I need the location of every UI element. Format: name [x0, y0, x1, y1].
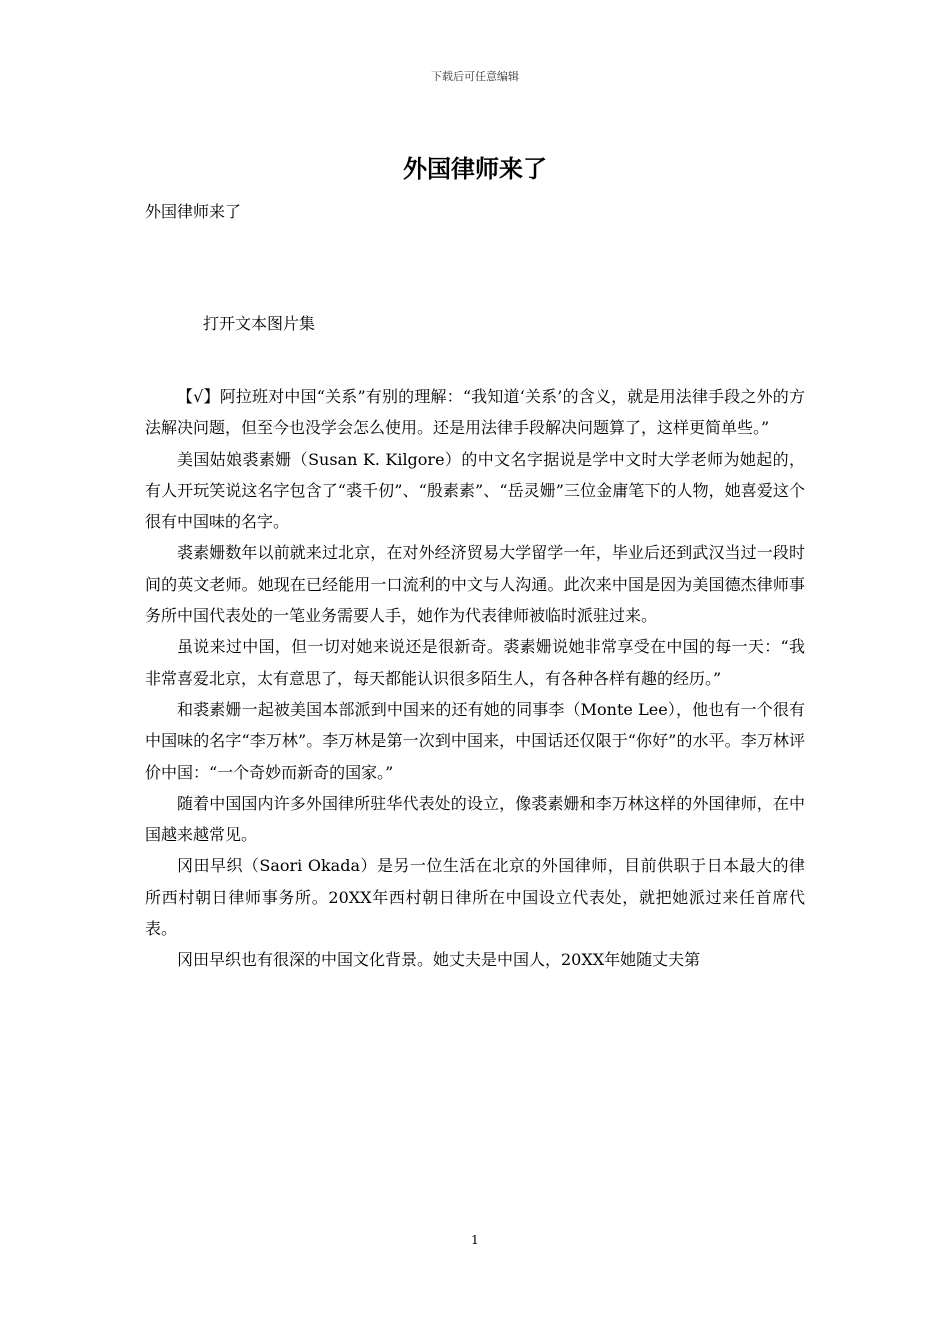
paragraph: 和裘素姗一起被美国本部派到中国来的还有她的同事李（Monte Lee），他也有一个很有中国味的名字“李万林”。李万林是第一次到中国来，中国话还仅限于“你好”的水平。李万林评价中国：“一个奇妙而新奇的国家。” — [145, 699, 805, 782]
paragraph: 冈田早织（Saori Okada）是另一位生活在北京的外国律师，目前供职于日本最大的律所西村朝日律师事务所。20XX年西村朝日律所在中国设立代表处，就把她派过来任首席代表。 — [145, 856, 805, 939]
paragraph: 美国姑娘裘素姗（Susan K. Kilgore）的中文名字据说是学中文时大学老师为她起的，有人开玩笑说这名字包含了“裘千仞”、“殷素素”、“岳灵姗”三位金庸笔下的人物，她喜爱这个很有中国味的名字。 — [145, 449, 805, 532]
paragraph: 随着中国国内许多外国律所驻华代表处的设立，像裘素姗和李万林这样的外国律师，在中国越来越常见。 — [145, 793, 805, 845]
page-header-note: 下载后可任意编辑 — [431, 70, 519, 83]
paragraph: 【√】阿拉班对中国“关系”有别的理解：“我知道‘关系’的含义，就是用法律手段之外的方法解决问题，但至今也没学会怎么使用。还是用法律手段解决问题算了，这样更简单些。” — [145, 387, 805, 438]
page-number: 1 — [471, 1233, 479, 1247]
paragraph: 冈田早织也有很深的中国文化背景。她丈夫是中国人，20XX年她随丈夫第 — [177, 950, 701, 970]
paragraph: 裘素姗数年以前就来过北京，在对外经济贸易大学留学一年，毕业后还到武汉当过一段时间的英文老师。她现在已经能用一口流利的中文与人沟通。此次来中国是因为美国德杰律师事务所中国代表处的一笔业务需要人手，她作为代表律师被临时派驻过来。 — [145, 543, 805, 626]
paragraph: 虽说来过中国，但一切对她来说还是很新奇。裘素姗说她非常享受在中国的每一天：“我非常喜爱北京，太有意思了，每天都能认识很多陌生人，有各种各样有趣的经历。” — [145, 637, 805, 688]
document-subtitle: 外国律师来了 — [145, 202, 242, 221]
document-title: 外国律师来了 — [403, 155, 547, 183]
article-body — [145, 381, 805, 976]
open-image-gallery-link[interactable]: 打开文本图片集 — [203, 314, 316, 333]
